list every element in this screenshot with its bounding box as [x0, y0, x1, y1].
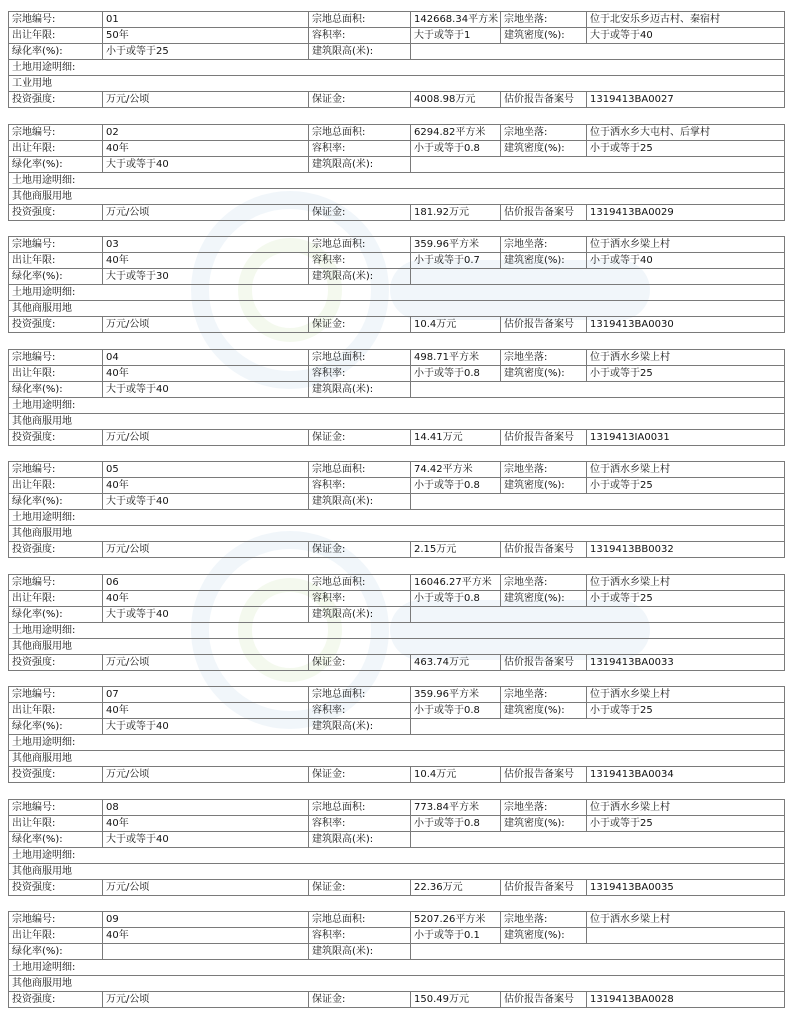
far-value: 小于或等于0.8 [411, 816, 501, 832]
label-parcel-no: 宗地编号: [9, 237, 103, 253]
label-land-use-detail: 土地用途明细: [9, 960, 785, 976]
greening-value: 小于或等于25 [103, 44, 309, 60]
parcel-row [9, 880, 785, 896]
parcel-row [9, 607, 785, 623]
density-value: 小于或等于25 [587, 478, 785, 494]
parcel-row [9, 767, 785, 783]
parcel-row [9, 462, 785, 478]
investment-unit: 万元/公顷 [103, 992, 309, 1008]
far-value: 小于或等于0.8 [411, 591, 501, 607]
label-height: 建筑限高(米): [309, 157, 411, 173]
label-greening: 绿化率(%): [9, 944, 103, 960]
parcel-row [9, 414, 785, 430]
total-area-value: 74.42平方米 [411, 462, 501, 478]
parcel-row [9, 816, 785, 832]
label-deposit: 保证金: [309, 992, 411, 1008]
label-total-area: 宗地总面积: [309, 687, 411, 703]
parcel-table [8, 236, 785, 333]
height-value [411, 269, 785, 285]
parcel-no-value: 02 [103, 125, 309, 141]
parcel-row [9, 76, 785, 92]
label-total-area: 宗地总面积: [309, 12, 411, 28]
parcel-no-value: 01 [103, 12, 309, 28]
investment-unit: 万元/公顷 [103, 655, 309, 671]
label-parcel-no: 宗地编号: [9, 350, 103, 366]
parcel-row [9, 735, 785, 751]
greening-value: 大于或等于30 [103, 269, 309, 285]
land-use-value: 其他商服用地 [9, 639, 785, 655]
investment-unit: 万元/公顷 [103, 880, 309, 896]
far-value: 小于或等于0.7 [411, 253, 501, 269]
label-location: 宗地坐落: [501, 350, 587, 366]
label-far: 容积率: [309, 703, 411, 719]
parcel-row [9, 510, 785, 526]
label-height: 建筑限高(米): [309, 719, 411, 735]
parcel-no-value: 04 [103, 350, 309, 366]
height-value [411, 494, 785, 510]
term-value: 40年 [103, 478, 309, 494]
parcel-row [9, 189, 785, 205]
deposit-value: 10.4万元 [411, 317, 501, 333]
total-area-value: 5207.26平方米 [411, 912, 501, 928]
term-value: 40年 [103, 928, 309, 944]
parcel-no-value: 07 [103, 687, 309, 703]
location-value: 位于洒水乡梁上村 [587, 575, 785, 591]
label-land-use-detail: 土地用途明细: [9, 735, 785, 751]
label-investment: 投资强度: [9, 92, 103, 108]
label-location: 宗地坐落: [501, 462, 587, 478]
appraisal-value: 1319413BA0027 [587, 92, 785, 108]
label-location: 宗地坐落: [501, 575, 587, 591]
location-value: 位于洒水乡大屯村、后掌村 [587, 125, 785, 141]
total-area-value: 359.96平方米 [411, 237, 501, 253]
location-value: 位于洒水乡梁上村 [587, 462, 785, 478]
label-parcel-no: 宗地编号: [9, 687, 103, 703]
label-appraisal: 估价报告备案号 [501, 430, 587, 446]
greening-value: 大于或等于40 [103, 832, 309, 848]
label-parcel-no: 宗地编号: [9, 12, 103, 28]
far-value: 小于或等于0.8 [411, 703, 501, 719]
label-density: 建筑密度(%): [501, 703, 587, 719]
label-location: 宗地坐落: [501, 12, 587, 28]
parcel-row [9, 44, 785, 60]
label-investment: 投资强度: [9, 430, 103, 446]
label-total-area: 宗地总面积: [309, 575, 411, 591]
parcel-row [9, 237, 785, 253]
label-parcel-no: 宗地编号: [9, 462, 103, 478]
label-far: 容积率: [309, 366, 411, 382]
label-total-area: 宗地总面积: [309, 462, 411, 478]
parcel-table [8, 349, 785, 446]
label-density: 建筑密度(%): [501, 478, 587, 494]
investment-unit: 万元/公顷 [103, 317, 309, 333]
appraisal-value: 1319413BB0032 [587, 542, 785, 558]
label-investment: 投资强度: [9, 992, 103, 1008]
label-investment: 投资强度: [9, 542, 103, 558]
investment-unit: 万元/公顷 [103, 430, 309, 446]
label-far: 容积率: [309, 478, 411, 494]
parcel-row [9, 28, 785, 44]
label-term: 出让年限: [9, 478, 103, 494]
label-density: 建筑密度(%): [501, 28, 587, 44]
parcel-row [9, 478, 785, 494]
term-value: 40年 [103, 816, 309, 832]
greening-value: 大于或等于40 [103, 607, 309, 623]
label-height: 建筑限高(米): [309, 944, 411, 960]
label-density: 建筑密度(%): [501, 816, 587, 832]
height-value [411, 832, 785, 848]
parcel-row [9, 960, 785, 976]
land-use-value: 其他商服用地 [9, 976, 785, 992]
label-deposit: 保证金: [309, 655, 411, 671]
far-value: 小于或等于0.8 [411, 141, 501, 157]
greening-value: 大于或等于40 [103, 157, 309, 173]
term-value: 40年 [103, 141, 309, 157]
density-value: 小于或等于25 [587, 366, 785, 382]
height-value [411, 44, 785, 60]
label-term: 出让年限: [9, 28, 103, 44]
label-far: 容积率: [309, 591, 411, 607]
label-term: 出让年限: [9, 816, 103, 832]
parcel-row [9, 317, 785, 333]
parcel-row [9, 382, 785, 398]
label-height: 建筑限高(米): [309, 269, 411, 285]
label-height: 建筑限高(米): [309, 494, 411, 510]
label-location: 宗地坐落: [501, 687, 587, 703]
label-land-use-detail: 土地用途明细: [9, 510, 785, 526]
parcel-row [9, 285, 785, 301]
greening-value [103, 944, 309, 960]
parcel-row [9, 751, 785, 767]
label-term: 出让年限: [9, 591, 103, 607]
density-value [587, 928, 785, 944]
parcel-row [9, 141, 785, 157]
label-total-area: 宗地总面积: [309, 125, 411, 141]
term-value: 40年 [103, 591, 309, 607]
label-location: 宗地坐落: [501, 912, 587, 928]
label-density: 建筑密度(%): [501, 141, 587, 157]
label-far: 容积率: [309, 253, 411, 269]
parcel-row [9, 992, 785, 1008]
parcel-row [9, 12, 785, 28]
label-greening: 绿化率(%): [9, 719, 103, 735]
appraisal-value: 1319413IA0031 [587, 430, 785, 446]
label-investment: 投资强度: [9, 767, 103, 783]
appraisal-value: 1319413BA0034 [587, 767, 785, 783]
parcel-table [8, 799, 785, 896]
parcel-row [9, 301, 785, 317]
parcel-row [9, 526, 785, 542]
label-greening: 绿化率(%): [9, 494, 103, 510]
label-appraisal: 估价报告备案号 [501, 542, 587, 558]
label-total-area: 宗地总面积: [309, 350, 411, 366]
label-land-use-detail: 土地用途明细: [9, 848, 785, 864]
label-parcel-no: 宗地编号: [9, 125, 103, 141]
density-value: 大于或等于40 [587, 28, 785, 44]
appraisal-value: 1319413BA0030 [587, 317, 785, 333]
parcel-table [8, 461, 785, 558]
land-use-value: 工业用地 [9, 76, 785, 92]
parcel-table [8, 11, 785, 108]
parcel-row [9, 928, 785, 944]
parcel-row [9, 350, 785, 366]
location-value: 位于洒水乡梁上村 [587, 800, 785, 816]
investment-unit: 万元/公顷 [103, 542, 309, 558]
label-land-use-detail: 土地用途明细: [9, 285, 785, 301]
label-term: 出让年限: [9, 141, 103, 157]
parcel-row [9, 639, 785, 655]
label-deposit: 保证金: [309, 767, 411, 783]
parcel-row [9, 366, 785, 382]
label-greening: 绿化率(%): [9, 607, 103, 623]
label-total-area: 宗地总面积: [309, 912, 411, 928]
land-use-value: 其他商服用地 [9, 414, 785, 430]
total-area-value: 6294.82平方米 [411, 125, 501, 141]
label-appraisal: 估价报告备案号 [501, 92, 587, 108]
label-parcel-no: 宗地编号: [9, 575, 103, 591]
appraisal-value: 1319413BA0028 [587, 992, 785, 1008]
height-value [411, 944, 785, 960]
label-land-use-detail: 土地用途明细: [9, 60, 785, 76]
location-value: 位于洒水乡梁上村 [587, 237, 785, 253]
label-greening: 绿化率(%): [9, 832, 103, 848]
land-use-value: 其他商服用地 [9, 301, 785, 317]
parcel-row [9, 703, 785, 719]
deposit-value: 4008.98万元 [411, 92, 501, 108]
density-value: 小于或等于25 [587, 816, 785, 832]
label-far: 容积率: [309, 141, 411, 157]
label-height: 建筑限高(米): [309, 44, 411, 60]
parcel-table [8, 686, 785, 783]
location-value: 位于洒水乡梁上村 [587, 350, 785, 366]
far-value: 小于或等于0.8 [411, 366, 501, 382]
parcel-row [9, 623, 785, 639]
label-investment: 投资强度: [9, 317, 103, 333]
height-value [411, 157, 785, 173]
label-far: 容积率: [309, 816, 411, 832]
height-value [411, 719, 785, 735]
parcel-row [9, 60, 785, 76]
far-value: 小于或等于0.1 [411, 928, 501, 944]
label-greening: 绿化率(%): [9, 44, 103, 60]
greening-value: 大于或等于40 [103, 719, 309, 735]
label-appraisal: 估价报告备案号 [501, 317, 587, 333]
parcel-row [9, 864, 785, 880]
deposit-value: 22.36万元 [411, 880, 501, 896]
deposit-value: 463.74万元 [411, 655, 501, 671]
greening-value: 大于或等于40 [103, 494, 309, 510]
appraisal-value: 1319413BA0033 [587, 655, 785, 671]
label-deposit: 保证金: [309, 430, 411, 446]
greening-value: 大于或等于40 [103, 382, 309, 398]
label-appraisal: 估价报告备案号 [501, 767, 587, 783]
deposit-value: 150.49万元 [411, 992, 501, 1008]
investment-unit: 万元/公顷 [103, 767, 309, 783]
total-area-value: 773.84平方米 [411, 800, 501, 816]
total-area-value: 498.71平方米 [411, 350, 501, 366]
deposit-value: 181.92万元 [411, 205, 501, 221]
parcel-table [8, 124, 785, 221]
label-location: 宗地坐落: [501, 125, 587, 141]
parcel-row [9, 269, 785, 285]
parcel-row [9, 205, 785, 221]
parcel-table [8, 911, 785, 1008]
term-value: 40年 [103, 253, 309, 269]
label-deposit: 保证金: [309, 317, 411, 333]
parcel-row [9, 944, 785, 960]
parcel-row [9, 848, 785, 864]
label-height: 建筑限高(米): [309, 832, 411, 848]
label-appraisal: 估价报告备案号 [501, 655, 587, 671]
label-greening: 绿化率(%): [9, 269, 103, 285]
label-parcel-no: 宗地编号: [9, 912, 103, 928]
parcel-row [9, 494, 785, 510]
label-investment: 投资强度: [9, 880, 103, 896]
term-value: 40年 [103, 703, 309, 719]
parcel-row [9, 253, 785, 269]
parcel-row [9, 976, 785, 992]
label-land-use-detail: 土地用途明细: [9, 623, 785, 639]
parcel-no-value: 05 [103, 462, 309, 478]
deposit-value: 14.41万元 [411, 430, 501, 446]
land-use-value: 其他商服用地 [9, 864, 785, 880]
parcel-no-value: 08 [103, 800, 309, 816]
parcel-row [9, 398, 785, 414]
label-location: 宗地坐落: [501, 237, 587, 253]
appraisal-value: 1319413BA0035 [587, 880, 785, 896]
density-value: 小于或等于25 [587, 591, 785, 607]
total-area-value: 16046.27平方米 [411, 575, 501, 591]
label-appraisal: 估价报告备案号 [501, 880, 587, 896]
parcel-row [9, 173, 785, 189]
location-value: 位于北安乐乡迈古村、秦宿村 [587, 12, 785, 28]
deposit-value: 2.15万元 [411, 542, 501, 558]
appraisal-value: 1319413BA0029 [587, 205, 785, 221]
total-area-value: 359.96平方米 [411, 687, 501, 703]
parcel-row [9, 719, 785, 735]
label-appraisal: 估价报告备案号 [501, 992, 587, 1008]
label-deposit: 保证金: [309, 880, 411, 896]
label-greening: 绿化率(%): [9, 382, 103, 398]
label-location: 宗地坐落: [501, 800, 587, 816]
label-total-area: 宗地总面积: [309, 237, 411, 253]
label-land-use-detail: 土地用途明细: [9, 398, 785, 414]
parcel-row [9, 800, 785, 816]
label-term: 出让年限: [9, 366, 103, 382]
deposit-value: 10.4万元 [411, 767, 501, 783]
label-far: 容积率: [309, 928, 411, 944]
label-density: 建筑密度(%): [501, 591, 587, 607]
total-area-value: 142668.34平方米 [411, 12, 501, 28]
location-value: 位于洒水乡梁上村 [587, 912, 785, 928]
land-use-value: 其他商服用地 [9, 189, 785, 205]
parcel-no-value: 06 [103, 575, 309, 591]
label-height: 建筑限高(米): [309, 607, 411, 623]
label-density: 建筑密度(%): [501, 928, 587, 944]
label-deposit: 保证金: [309, 92, 411, 108]
location-value: 位于洒水乡梁上村 [587, 687, 785, 703]
parcel-row [9, 575, 785, 591]
label-density: 建筑密度(%): [501, 366, 587, 382]
label-land-use-detail: 土地用途明细: [9, 173, 785, 189]
height-value [411, 607, 785, 623]
parcel-table [8, 574, 785, 671]
density-value: 小于或等于40 [587, 253, 785, 269]
land-use-value: 其他商服用地 [9, 751, 785, 767]
parcel-row [9, 430, 785, 446]
label-term: 出让年限: [9, 253, 103, 269]
land-use-value: 其他商服用地 [9, 526, 785, 542]
label-parcel-no: 宗地编号: [9, 800, 103, 816]
density-value: 小于或等于25 [587, 141, 785, 157]
investment-unit: 万元/公顷 [103, 92, 309, 108]
label-investment: 投资强度: [9, 655, 103, 671]
parcel-no-value: 09 [103, 912, 309, 928]
density-value: 小于或等于25 [587, 703, 785, 719]
parcel-row [9, 832, 785, 848]
height-value [411, 382, 785, 398]
label-far: 容积率: [309, 28, 411, 44]
term-value: 50年 [103, 28, 309, 44]
label-density: 建筑密度(%): [501, 253, 587, 269]
investment-unit: 万元/公顷 [103, 205, 309, 221]
label-deposit: 保证金: [309, 542, 411, 558]
parcel-row [9, 912, 785, 928]
parcel-row [9, 687, 785, 703]
label-total-area: 宗地总面积: [309, 800, 411, 816]
term-value: 40年 [103, 366, 309, 382]
parcel-no-value: 03 [103, 237, 309, 253]
label-height: 建筑限高(米): [309, 382, 411, 398]
label-term: 出让年限: [9, 928, 103, 944]
label-investment: 投资强度: [9, 205, 103, 221]
parcel-row [9, 591, 785, 607]
parcel-row [9, 655, 785, 671]
parcel-row [9, 92, 785, 108]
far-value: 大于或等于1 [411, 28, 501, 44]
parcel-row [9, 542, 785, 558]
label-deposit: 保证金: [309, 205, 411, 221]
label-greening: 绿化率(%): [9, 157, 103, 173]
label-appraisal: 估价报告备案号 [501, 205, 587, 221]
parcel-row [9, 125, 785, 141]
label-term: 出让年限: [9, 703, 103, 719]
far-value: 小于或等于0.8 [411, 478, 501, 494]
parcel-row [9, 157, 785, 173]
